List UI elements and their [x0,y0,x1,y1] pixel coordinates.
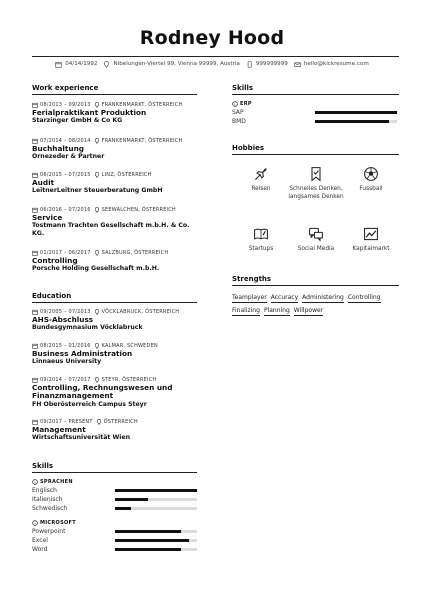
skill-bar [115,548,197,551]
location-pin-icon [103,61,110,68]
phone [246,61,288,68]
hobby-item [343,166,399,194]
education-title: Education [32,292,197,303]
skill-row [232,108,399,117]
info-circle-icon [232,101,238,107]
skill-group-languages [32,478,197,486]
entry-role: Ferialpraktikant Produktion [32,108,147,117]
education-entry [32,418,197,442]
entry-location: ÖSTERREICH [103,419,138,425]
phone-text: 999999999 [255,61,288,67]
skill-group-name: ERP [240,101,252,107]
address-text: Nibelungen-Viertel 99, Vienna 99999, Austria [113,61,240,67]
email[interactable] [294,61,369,68]
birthdate [55,61,97,68]
entry-dates: 08/2013 – 09/2013 [40,102,91,108]
skill-label: Powerpoint [32,528,66,535]
location-pin-icon [94,138,100,144]
chat-bubbles-icon [308,226,324,242]
education-entry [32,376,197,409]
entry-location: FRANKENMARKT, ÖSTERREICH [101,102,183,108]
strengths-tags [232,294,392,316]
strength-tag: Controlling [347,294,381,301]
skill-bar-fill [315,111,397,114]
work-entry [32,137,197,161]
email-text[interactable]: hello@kickresume.com [303,61,369,67]
chart-icon [363,226,379,242]
hobby-item [343,226,399,254]
hobby-label: Social Media [297,246,335,252]
entry-dates: 06/2015 – 07/2015 [40,172,91,178]
skill-group-erp [232,100,399,108]
entry-org: Porsche Holding Gesellschaft m.b.H. [32,265,160,273]
entry-dates: 09/2005 – 07/2013 [40,309,91,315]
bookmark-icon [308,166,324,182]
address [103,61,239,68]
entry-role: Management [32,425,86,434]
strength-tag: Willpower [293,307,324,314]
skill-bar [315,111,397,114]
hobby-label: Startups [248,246,274,252]
entry-org: FH Oberösterreich Campus Steyr [32,400,147,408]
skill-bar [115,539,197,542]
skill-bar-fill [115,539,189,542]
entry-location: FRANKENMARKT, ÖSTERREICH [101,138,183,144]
work-entries [32,101,197,281]
skill-group-name: SPRACHEN [40,479,73,485]
hobby-item [288,166,344,201]
skill-row [32,486,197,495]
hobby-item [233,226,289,254]
skill-label: Excel [32,537,48,544]
strengths-title: Strengths [232,275,399,286]
entry-location: STEYR, ÖSTERREICH [101,377,157,383]
entry-dates: 09/2014 – 07/2017 [40,377,91,383]
location-pin-icon [94,207,100,213]
entry-role: AHS-Abschluss [32,315,94,324]
airplane-icon [253,166,269,182]
skill-row [32,504,197,513]
skills-right-section [232,84,399,126]
entry-role: Business Administration [32,349,133,358]
hobby-label: Fussball [359,186,383,192]
entry-dates: 01/2017 – 06/2017 [40,250,91,256]
work-entry [32,171,197,195]
skill-label: Englisch [32,487,57,494]
skill-bar-fill [315,120,389,123]
strength-tag: Planning [263,307,290,314]
work-entry [32,249,197,273]
entry-org: Starzinger GmbH & Co KG [32,117,123,125]
soccer-ball-icon [363,166,379,182]
entry-org: Linnaeus University [32,358,102,366]
entry-org: Bundesgymnasium Vöcklabruck [32,324,143,332]
hobby-label: Reisen [251,186,271,192]
entry-org: Wirtschaftsuniversität Wien [32,434,131,442]
skills-right-title: Skills [232,84,399,95]
skill-bar-fill [115,498,148,501]
skill-group-name: MICROSOFT [40,520,76,526]
education-entry [32,308,197,332]
education-entries [32,308,197,448]
skill-label: Word [32,546,48,553]
skill-label: BMD [232,118,246,125]
skill-bar-fill [115,507,131,510]
skill-group-microsoft [32,519,197,527]
hobbies-section [232,144,399,160]
skills-left-title: Skills [32,462,197,473]
work-entry [32,101,197,125]
hobbies-title: Hobbies [232,144,399,155]
entry-role: Controlling [32,256,78,265]
entry-org: Tostmann Trachten Gesellschaft m.b.H. & Co. KG. [32,222,190,238]
skill-bar [115,530,197,533]
strengths-section [232,275,399,316]
resume-name: Rodney Hood [139,27,285,49]
entry-org: Ornezeder & Partner [32,153,105,161]
skill-row [32,536,197,545]
skill-row [32,527,197,536]
entry-org: LeitnerLeitner Steuerberatung GmbH [32,187,163,195]
hobby-label: Schnelles Denken, langsames Denken [288,186,344,200]
entry-location: LINZ, ÖSTERREICH [101,172,152,178]
skill-bar [115,498,197,501]
skill-bar-fill [115,489,197,492]
entry-location: KALMAR, SCHWEDEN [101,343,158,349]
location-pin-icon [94,309,100,315]
entry-role: Service [32,213,63,222]
rocket-book-icon [253,226,269,242]
entry-dates: 07/2014 – 08/2014 [40,138,91,144]
entry-dates: 06/2016 – 07/2016 [40,207,91,213]
skill-bar [315,120,397,123]
location-pin-icon [94,172,100,178]
entry-dates: 09/2017 – PRESENT [40,419,93,425]
info-circle-icon [32,520,38,526]
calendar-icon [55,61,62,68]
location-pin-icon [96,419,102,425]
strength-tag: Accuracy [270,294,299,301]
hobby-item [288,226,344,254]
skill-bar [115,489,197,492]
entry-dates: 08/2015 – 01/2016 [40,343,91,349]
envelope-icon [294,61,301,68]
skill-label: SAP [232,109,244,116]
work-section [32,84,197,100]
skill-bar-fill [115,530,181,533]
header-divider [32,56,399,57]
skill-row [32,495,197,504]
skill-label: Schwedisch [32,505,68,512]
strength-tag: Administering [302,294,344,301]
phone-icon [246,61,253,68]
birthdate-text: 04/14/1992 [65,61,98,67]
strength-tag: Teamplayer [232,294,267,301]
education-entry [32,342,197,366]
entry-role: Buchhaltung [32,144,84,153]
entry-role: Audit [32,178,55,187]
work-entry [32,206,197,238]
entry-role: Controlling, Rechnungswesen und Finanzmanagement [32,383,173,401]
strength-tag: Finalizing [232,307,260,314]
skill-row [32,545,197,554]
skill-row [232,117,399,126]
work-title: Work experience [32,84,197,95]
skill-bar [115,507,197,510]
contact-line [0,59,424,69]
info-circle-icon [32,479,38,485]
hobby-label: Kapitalmarkt [352,246,390,252]
skills-left-section [32,462,197,554]
education-section [32,292,197,308]
entry-location: SEEWALCHEN, ÖSTERREICH [101,207,176,213]
skill-label: Italienisch [32,496,63,503]
entry-location: SALZBURG, ÖSTERREICH [101,250,169,256]
entry-location: VÖCKLABRUCK, ÖSTERREICH [101,309,180,315]
skill-bar-fill [115,548,181,551]
hobby-item [233,166,289,194]
location-pin-icon [94,250,100,256]
